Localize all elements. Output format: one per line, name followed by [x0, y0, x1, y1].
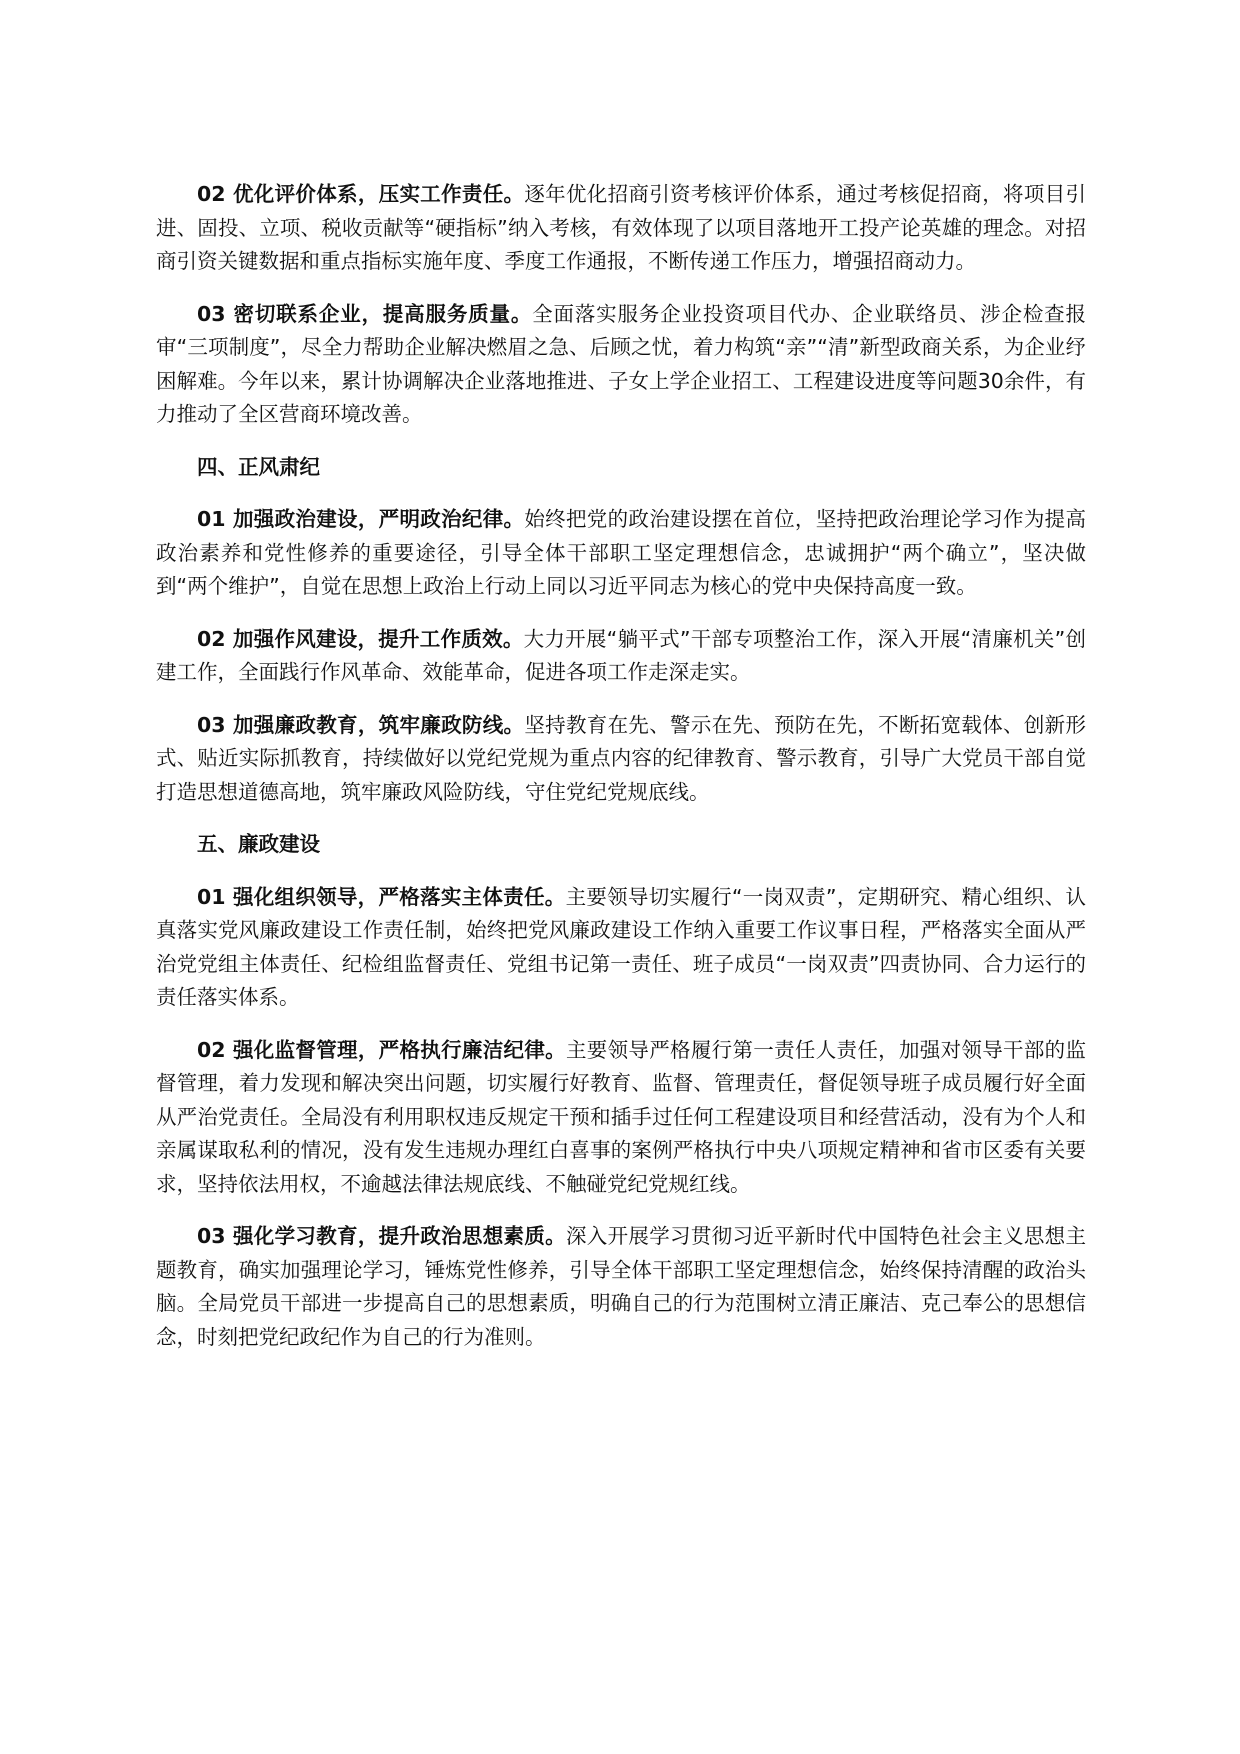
- paragraph-body: 全面落实服务企业投资项目代办、企业联络员、涉企检查报审“三项制度”，尽全力帮助企业解决燃眉之急、后顾之忧，着力构筑“亲”“清”新型政商关系，为企业纾困解难。今年以来，累计协调解决企业落地推进、子女上学企业招工、工程建设进度等问题30余件，有力推动了全区营商环境改善。: [156, 301, 1087, 426]
- paragraph-body: 大力开展“躺平式”干部专项整治工作，深入开展“清廉机关”创建工作，全面践行作风革命、效能革命，促进各项工作走深走实。: [156, 626, 1086, 684]
- paragraph-lead: 02 优化评价体系，压实工作责任。: [197, 182, 525, 206]
- paragraph-body: 坚持教育在先、警示在先、预防在先，不断拓宽载体、创新形式、贴近实际抓教育，持续做好以党纪党规为重点内容的纪律教育、警示教育，引导广大党员干部自觉打造思想道德高地，筑牢廉政风险防线，守住党纪党规底线。: [156, 712, 1086, 804]
- paragraph-body: 逐年优化招商引资考核评价体系，通过考核促招商，将项目引进、固投、立项、税收贡献等“硬指标”纳入考核，有效体现了以项目落地开工投产论英雄的理念。对招商引资关键数据和重点指标实施年度、季度工作通报，不断传递工作压力，增强招商动力。: [156, 182, 1086, 273]
- paragraph-lead: 03 加强廉政教育，筑牢廉政防线。: [197, 712, 525, 737]
- paragraph-03-study: [156, 1220, 1086, 1354]
- paragraph-02-style: [156, 623, 1086, 690]
- document-page: [156, 178, 1086, 1373]
- paragraph-lead: 02 加强作风建设，提升工作质效。: [197, 626, 524, 651]
- paragraph-body: 深入开展学习贯彻习近平新时代中国特色社会主义思想主题教育，确实加强理论学习，锤炼党性修养，引导全体干部职工坚定理想信念，始终保持清醒的政治头脑。全局党员干部进一步提高自己的思想素质，明确自己的行为范围树立清正廉洁、克己奉公的思想信念，时刻把党纪政纪作为自己的行为准则。: [156, 1224, 1086, 1349]
- paragraph-01-political: [156, 503, 1086, 604]
- paragraph-01-leadership: [156, 881, 1086, 1015]
- section-heading-5: 五、廉政建设: [197, 832, 320, 856]
- paragraph-02-supervision: [156, 1034, 1086, 1202]
- paragraph-body: 主要领导严格履行第一责任人责任，加强对领导干部的监督管理，着力发现和解决突出问题，切实履行好教育、监督、管理责任，督促领导班子成员履行好全面从严治党责任。全局没有利用职权违反规定干预和插手过任何工程建设项目和经营活动，没有为个人和亲属谋取私利的情况，没有发生违规办理红白喜事的案例严格执行中央八项规定精神和省市区委有关要求，坚持依法用权，不逾越法律法规底线、不触碰党纪党规红线。: [156, 1037, 1086, 1196]
- paragraph-03-integrity-education: [156, 709, 1086, 810]
- paragraph-body: 始终把党的政治建设摆在首位，坚持把政治理论学习作为提高政治素养和党性修养的重要途径，引导全体干部职工坚定理想信念，忠诚拥护“两个确立”，坚决做到“两个维护”，自觉在思想上政治上行动上同以习近平同志为核心的党中央保持高度一致。: [156, 507, 1086, 598]
- paragraph-lead: 03 强化学习教育，提升政治思想素质。: [197, 1224, 566, 1248]
- paragraph-03-enterprise: [156, 298, 1086, 432]
- paragraph-body: 主要领导切实履行“一岗双责”，定期研究、精心组织、认真落实党风廉政建设工作责任制，始终把党风廉政建设工作纳入重要工作议事日程，严格落实全面从严治党党组主体责任、纪检组监督责任、党组书记第一责任、班子成员“一岗双责”四责协同、合力运行的责任落实体系。: [156, 884, 1086, 1009]
- paragraph-lead: 03 密切联系企业，提高服务质量。: [197, 301, 533, 326]
- paragraph-02-evaluation: [156, 178, 1086, 279]
- paragraph-lead: 01 强化组织领导，严格落实主体责任。: [197, 884, 566, 909]
- section-heading-4: 四、正风肃纪: [197, 454, 320, 479]
- paragraph-lead: 01 加强政治建设，严明政治纪律。: [197, 507, 525, 531]
- paragraph-lead: 02 强化监督管理，严格执行廉洁纪律。: [197, 1037, 566, 1062]
